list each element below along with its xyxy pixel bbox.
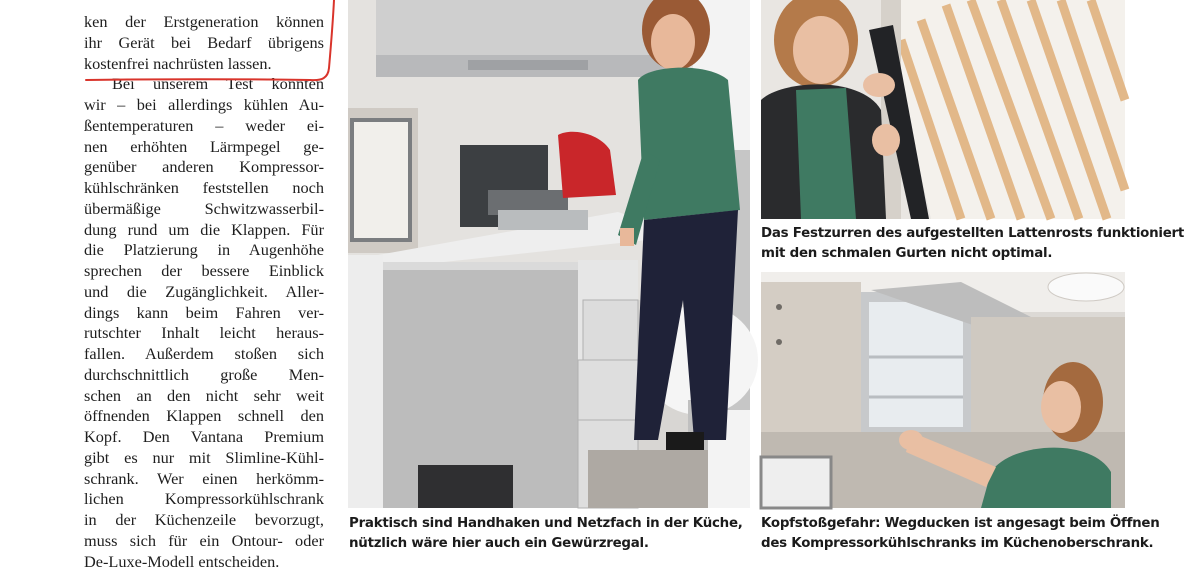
caption-kitchen xyxy=(349,514,749,554)
article-line: wir – bei allerdings kühlen Au- xyxy=(84,95,324,114)
article-line: Kopf. Den Vantana Premium xyxy=(84,427,324,446)
article-line: schrank. Wer einen herkömm- xyxy=(84,468,324,488)
article-line: gibt es nur mit Slimline-Kühl- xyxy=(84,447,324,467)
article-line: Bei unserem Test konnten xyxy=(112,74,324,94)
article-line: öffnenden Klappen schnell den xyxy=(84,406,324,426)
article-line: die Platzierung in Augenhöhe xyxy=(84,240,324,260)
caption-line: des Kompressorkühlschranks im Küchenoberschrank. xyxy=(761,536,1154,551)
article-line: dings kann beim Fahren ver- xyxy=(84,302,324,322)
article-line: ßentemperaturen – weder ei- xyxy=(84,115,324,135)
article-line: sprechen der bessere Einblick xyxy=(84,261,324,280)
article-line: genüber anderen Kompressor- xyxy=(84,157,324,177)
article-line: in der Küchenzeile bevorzugt, xyxy=(84,510,324,529)
article-line: schen an den nicht sehr weit xyxy=(84,385,324,405)
article-line: nen erhöhten Lärmpegel ge- xyxy=(84,136,324,156)
caption-line: Kopfstoßgefahr: Wegducken ist angesagt beim Öffnen xyxy=(761,516,1160,531)
caption-line: Das Festzurren des aufgestellten Lattenrosts funktioniert xyxy=(761,226,1184,241)
caption-line: mit den schmalen Gurten nicht optimal. xyxy=(761,246,1053,261)
article-line: übermäßige Schwitzwasserbil- xyxy=(84,198,324,218)
caption-line: Praktisch sind Handhaken und Netzfach in der Küche, xyxy=(349,516,743,531)
article-line: rutschter Inhalt leicht heraus- xyxy=(84,323,324,343)
caption-fridge xyxy=(761,514,1160,554)
article-line: fallen. Außerdem stoßen sich xyxy=(84,344,324,363)
article-line: kostenfrei nachrüsten lassen. xyxy=(84,53,272,73)
article-line: ken der Erstgeneration können xyxy=(84,12,324,31)
article-line: De-Luxe-Modell entscheiden. xyxy=(84,551,280,571)
article-line: dung rund um die Klappen. Für xyxy=(84,219,324,239)
caption-line: nützlich wäre hier auch ein Gewürzregal. xyxy=(349,536,649,551)
caption-bed xyxy=(761,224,1184,264)
article-line: muss sich für ein Ontour- oder xyxy=(84,530,324,550)
article-line: lichen Kompressorkühlschrank xyxy=(84,489,324,509)
article-line: und die Zugänglichkeit. Aller- xyxy=(84,281,324,301)
fridge-cabinet-photo xyxy=(761,272,1125,508)
article-text-column xyxy=(84,12,324,572)
article-line: kühlschränken feststellen noch xyxy=(84,178,324,197)
article-line: durchschnittlich große Men- xyxy=(84,364,324,384)
slatted-bed-photo xyxy=(761,0,1125,219)
kitchen-photo xyxy=(348,0,750,508)
article-line: ihr Gerät bei Bedarf übrigens xyxy=(84,32,324,52)
